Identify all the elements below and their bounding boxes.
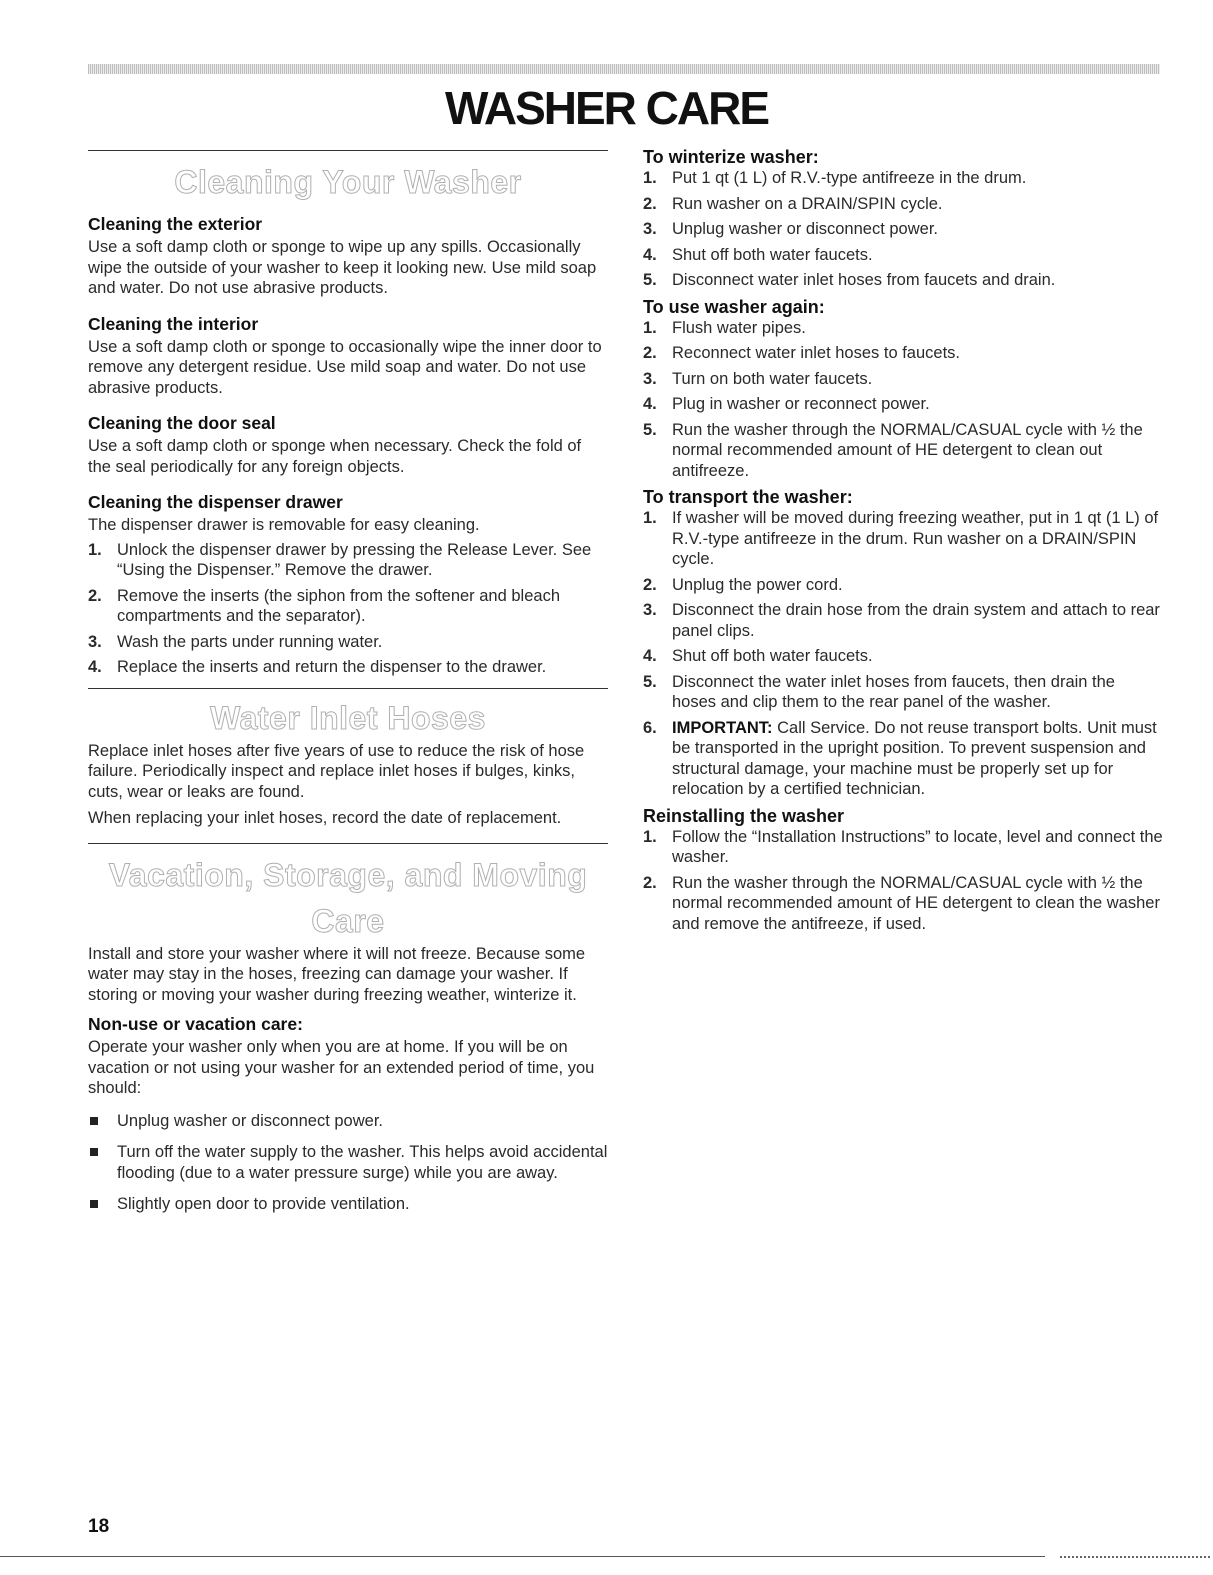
step-number: 1. <box>643 509 657 527</box>
step-text: Put 1 qt (1 L) of R.V.-type antifreeze in the drum. <box>672 169 1027 187</box>
step-text: Reconnect water inlet hoses to faucets. <box>672 344 960 362</box>
bullet-icon <box>90 1117 98 1125</box>
bullet-text: Slightly open door to provide ventilation. <box>117 1195 410 1213</box>
exterior-text: Use a soft damp cloth or sponge to wipe up any spills. Occasionally wipe the outside of your washer to keep it looking new. Use mild soap and water. Do not use abrasive products. <box>88 238 597 297</box>
step-text: Disconnect the water inlet hoses from faucets, then drain the hoses and clip them to the rear panel of the washer. <box>672 672 1115 711</box>
step-text: Unlock the dispenser drawer by pressing the Release Lever. See “Using the Dispenser.” Remove the drawer. <box>117 540 592 579</box>
step-number: 2. <box>643 575 657 594</box>
step-number: 4. <box>643 245 657 264</box>
step-text: Run the washer through the NORMAL/CASUAL cycle with ½ the normal recommended amount of HE detergent to clean out antifreeze. <box>672 420 1143 480</box>
hoses-text-replacement: When replacing your inlet hoses, record the date of replacement. <box>88 809 562 827</box>
step-number: 1. <box>643 827 657 846</box>
step-number: 5. <box>643 420 657 439</box>
step-number: 4. <box>88 658 102 676</box>
winterize-title: To winterize washer: <box>643 147 819 167</box>
step-number: 3. <box>643 601 657 619</box>
step-text: Unplug washer or disconnect power. <box>672 220 938 238</box>
list-item <box>88 586 608 627</box>
list-item <box>643 394 1163 415</box>
step-number: 1. <box>643 169 657 187</box>
step-text: Shut off both water faucets. <box>672 647 873 665</box>
interior-title: Cleaning the interior <box>88 313 259 334</box>
step-text: Plug in washer or reconnect power. <box>672 395 930 413</box>
cleaning-heading: Cleaning Your Washer <box>174 164 522 200</box>
step-number: 2. <box>643 194 657 213</box>
winterize-steps <box>643 168 1163 291</box>
use-again-steps <box>643 318 1163 482</box>
step-number: 2. <box>643 344 657 362</box>
right-column <box>643 146 1163 939</box>
use-again-title: To use washer again: <box>643 296 825 317</box>
list-item <box>643 270 1163 291</box>
step-text: Wash the parts under running water. <box>117 632 383 651</box>
nonuse-title: Non-use or vacation care: <box>88 1014 303 1034</box>
bullet-icon <box>90 1200 98 1208</box>
step-text: Flush water pipes. <box>672 318 806 337</box>
list-item <box>643 245 1163 266</box>
vacation-text: Install and store your washer where it will not freeze. Because some water may stay in the hoses, freezing can damage your washer. If storing or moving your washer during freezing weather, winterize it. <box>88 944 586 1004</box>
step-number: 1. <box>643 318 657 337</box>
step-number: 5. <box>643 271 657 289</box>
list-item <box>643 646 1163 667</box>
list-item <box>643 168 1163 189</box>
nonuse-bullets <box>88 1111 608 1215</box>
list-item <box>643 827 1163 868</box>
interior-text: Use a soft damp cloth or sponge to occasionally wipe the inner door to remove any detergent residue. Use mild soap and water. Do not use abrasive products. <box>88 337 602 397</box>
step-number: 4. <box>643 395 657 413</box>
bullet-text: Unplug washer or disconnect power. <box>117 1111 383 1130</box>
list-item <box>643 194 1163 215</box>
vacation-heading: Vacation, Storage, and Moving Care <box>108 856 588 939</box>
footer-dots <box>1060 1556 1210 1558</box>
nonuse-text: Operate your washer only when you are at home. If you will be on vacation or not using your washer for an extended period of time, you should: <box>88 1038 595 1097</box>
step-text: Follow the “Installation Instructions” to locate, level and connect the washer. <box>672 827 1163 866</box>
reinstall-steps <box>643 827 1163 935</box>
step-text: Shut off both water faucets. <box>672 245 873 264</box>
step-number: 3. <box>88 632 102 651</box>
list-item <box>88 540 608 581</box>
drawer-title: Cleaning the dispenser drawer <box>88 492 343 512</box>
bullet-icon <box>90 1148 98 1156</box>
reinstall-title: Reinstalling the washer <box>643 805 845 826</box>
list-item <box>643 318 1163 339</box>
step-text: If washer will be moved during freezing weather, put in 1 qt (1 L) of R.V.-type antifreeze in the drum. Run washer on a DRAIN/SPIN cycle. <box>672 509 1159 568</box>
step-text: Run the washer through the NORMAL/CASUAL cycle with ½ the normal recommended amount of HE detergent to clean the washer and remove the antifreeze, if used. <box>672 873 1160 933</box>
page-number: 18 <box>88 1516 110 1537</box>
list-item <box>643 343 1163 364</box>
list-item <box>643 508 1163 570</box>
list-item <box>643 219 1163 240</box>
step-number: 2. <box>643 873 657 892</box>
important-label: IMPORTANT: <box>672 718 773 737</box>
step-text: Disconnect the drain hose from the drain system and attach to rear panel clips. <box>672 601 1160 640</box>
step-number: 2. <box>88 586 102 605</box>
step-number: 3. <box>643 369 657 388</box>
seal-text: Use a soft damp cloth or sponge when necessary. Check the fold of the seal periodically for any foreign objects. <box>88 437 582 476</box>
footer-rule <box>0 1556 1045 1557</box>
transport-steps <box>643 508 1163 800</box>
step-number: 1. <box>88 540 102 559</box>
drawer-text: The dispenser drawer is removable for easy cleaning. <box>88 516 480 534</box>
section-divider <box>88 843 608 844</box>
step-text: Run washer on a DRAIN/SPIN cycle. <box>672 194 943 213</box>
header-band <box>88 64 1160 74</box>
list-item <box>88 1111 608 1132</box>
step-text: Turn on both water faucets. <box>672 369 873 388</box>
list-item <box>643 369 1163 390</box>
step-text: Replace the inserts and return the dispenser to the drawer. <box>117 658 547 676</box>
hoses-text: Replace inlet hoses after five years of use to reduce the risk of hose failure. Periodically inspect and replace inlet hoses if bulges, kinks, cuts, wear or leaks are found. <box>88 741 585 801</box>
list-item <box>88 1194 608 1215</box>
list-item <box>88 657 608 678</box>
step-number: 4. <box>643 647 657 665</box>
step-number: 6. <box>643 718 657 737</box>
list-item <box>643 718 1163 800</box>
hoses-heading: Water Inlet Hoses <box>210 699 486 736</box>
list-item <box>88 632 608 653</box>
list-item <box>88 1142 608 1183</box>
bullet-text: Turn off the water supply to the washer. This helps avoid accidental flooding (due to a water pressure surge) while you are away. <box>117 1143 608 1182</box>
step-text: Disconnect water inlet hoses from faucets and drain. <box>672 271 1056 289</box>
drawer-steps <box>88 540 608 678</box>
step-text: Remove the inserts (the siphon from the softener and bleach compartments and the separator). <box>117 586 560 625</box>
list-item <box>643 672 1163 713</box>
section-divider <box>88 150 608 151</box>
seal-title: Cleaning the door seal <box>88 413 276 433</box>
list-item <box>643 575 1163 596</box>
transport-title: To transport the washer: <box>643 487 853 507</box>
list-item <box>643 873 1163 935</box>
list-item <box>643 420 1163 482</box>
page-title: WASHER CARE <box>444 82 769 134</box>
step-number: 5. <box>643 672 657 691</box>
left-column <box>88 140 608 1226</box>
step-text: Call Service. Do not reuse transport bolts. Unit must be transported in the upright position. To prevent suspension and structural damage, your machine must be properly set up for relocation by a certified technician. <box>672 718 1157 798</box>
list-item <box>643 600 1163 641</box>
exterior-title: Cleaning the exterior <box>88 214 263 234</box>
step-number: 3. <box>643 220 657 238</box>
step-text: Unplug the power cord. <box>672 575 843 594</box>
section-divider <box>88 688 608 689</box>
